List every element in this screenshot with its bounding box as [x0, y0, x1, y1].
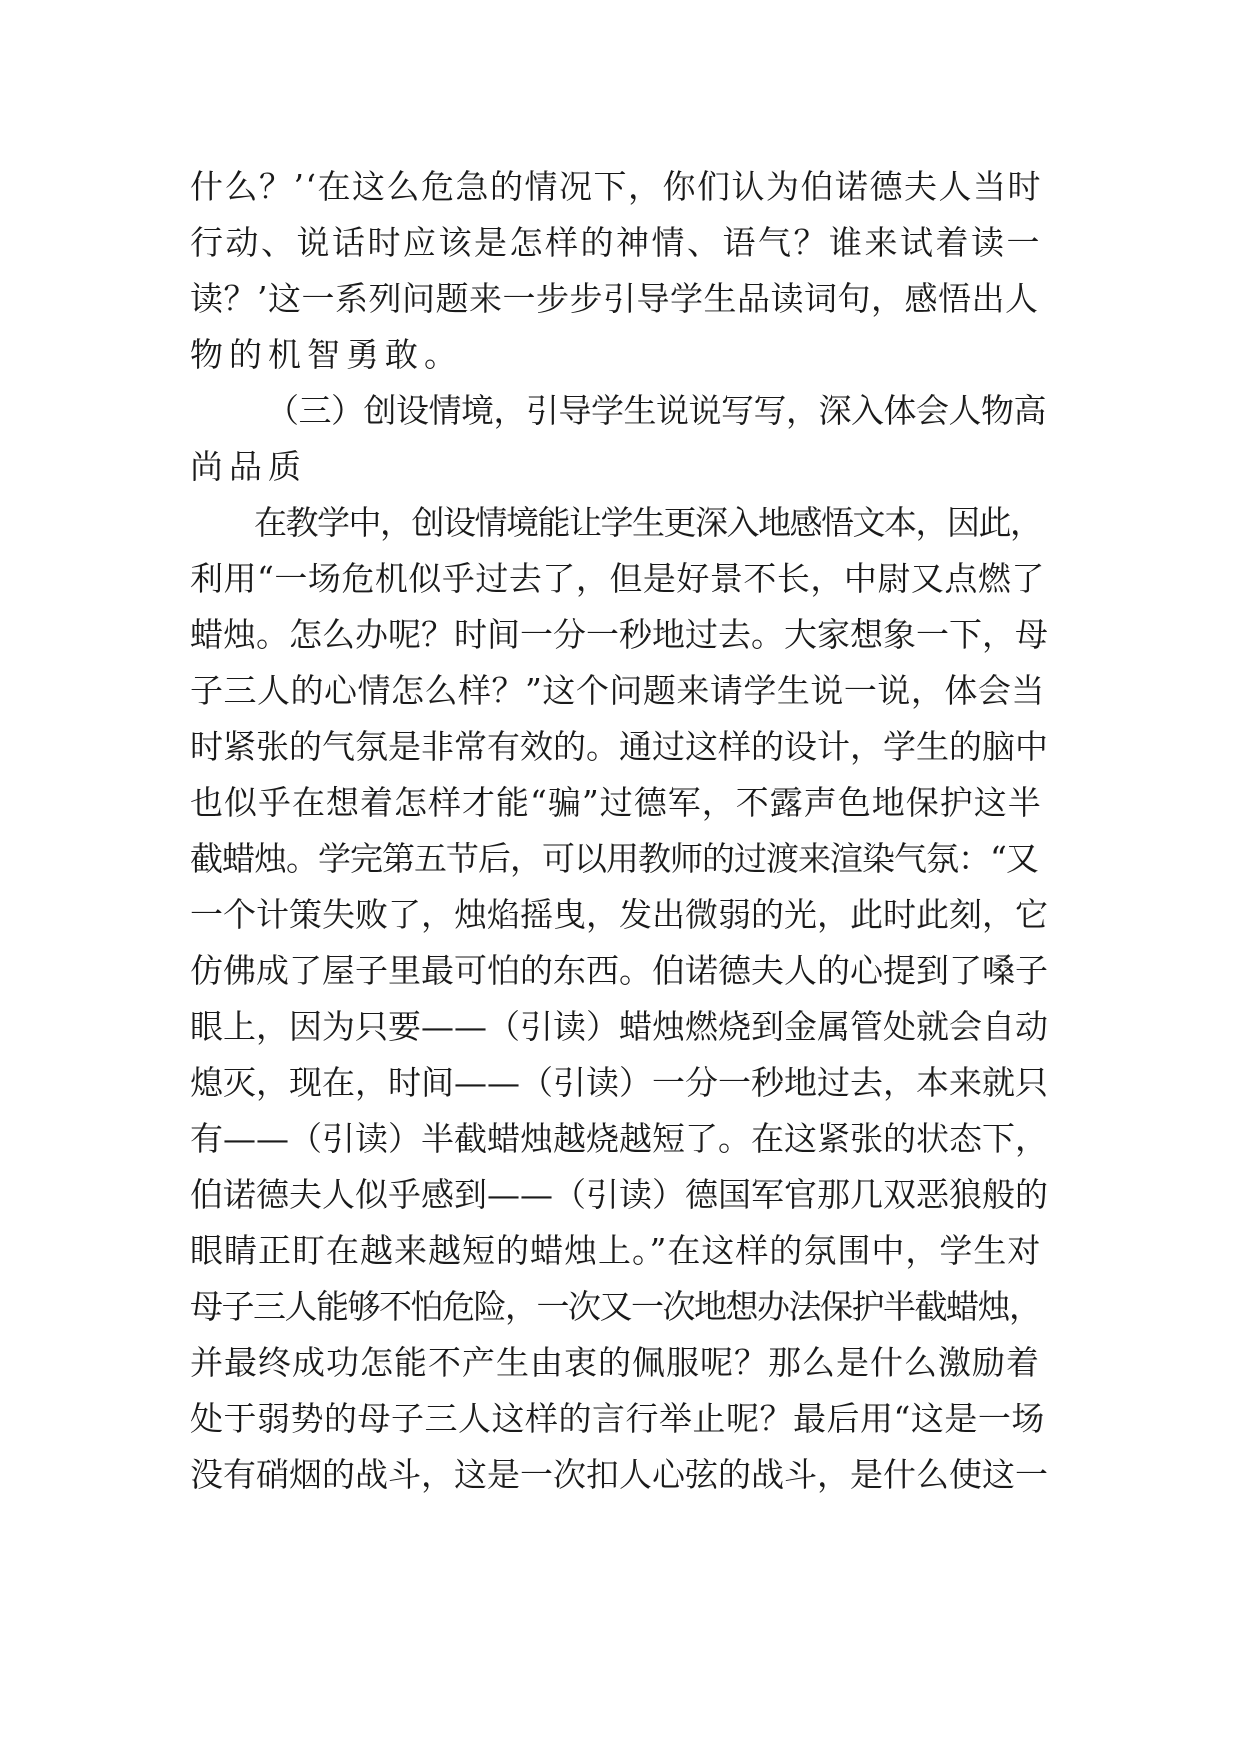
text-line: 眼睛正盯在越来越短的蜡烛上。”在这样的氛围中，学生对: [190, 1231, 1042, 1270]
text-line: 时紧张的气氛是非常有效的。通过这样的设计，学生的脑中: [190, 727, 1048, 766]
text-line: 有——（引读）半截蜡烛越烧越短了。在这紧张的状态下，: [190, 1119, 1048, 1158]
text-line: 伯诺德夫人似乎感到——（引读）德国军官那几双恶狼般的: [190, 1175, 1048, 1214]
text-line: 熄灭，现在，时间——（引读）一分一秒地过去，本来就只: [190, 1063, 1048, 1102]
section-heading: （三）创设情境，引导学生说说写写，深入体会人物高: [266, 391, 1046, 430]
text-line: 什么？’‘在这么危急的情况下，你们认为伯诺德夫人当时: [190, 167, 1042, 206]
text-line: 没有硝烟的战斗，这是一次扣人心弦的战斗，是什么使这一: [190, 1455, 1048, 1494]
text-line: 读？’这一系列问题来一步步引导学生品读词句，感悟出人: [190, 279, 1039, 318]
text-line: 母子三人能够不怕危险，一次又一次地想办法保护半截蜡烛，: [190, 1287, 1041, 1326]
text-line: 并最终成功怎能不产生由衷的佩服呢？那么是什么激励着: [190, 1343, 1040, 1382]
text-line: 一个计策失败了，烛焰摇曳，发出微弱的光，此时此刻，它: [190, 895, 1048, 934]
section-heading-continued: 尚品质: [190, 447, 307, 486]
text-line: 子三人的心情怎么样？”这个问题来请学生说一说，体会当: [190, 671, 1045, 710]
text-line: 眼上，因为只要——（引读）蜡烛燃烧到金属管处就会自动: [190, 1007, 1048, 1046]
text-line: 也似乎在想着怎样才能“骗”过德军，不露声色地保护这半: [190, 783, 1042, 822]
text-line: 仿佛成了屋子里最可怕的东西。伯诺德夫人的心提到了嗓子: [190, 951, 1048, 990]
paragraph-first-line: 在教学中，创设情境能让学生更深入地感悟文本，因此，: [254, 503, 1042, 542]
text-line: 物的机智勇敢。: [190, 335, 463, 374]
text-line: 截蜡烛。学完第五节后，可以用教师的过渡来渲染气氛：“又: [190, 839, 1038, 878]
text-line: 行动、说话时应该是怎样的神情、语气？谁来试着读一: [190, 223, 1042, 262]
text-line: 利用“一场危机似乎过去了，但是好景不长，中尉又点燃了: [190, 559, 1045, 598]
text-line: 处于弱势的母子三人这样的言行举止呢？最后用“这是一场: [190, 1399, 1045, 1438]
text-line: 蜡烛。怎么办呢？时间一分一秒地过去。大家想象一下，母: [190, 615, 1048, 654]
